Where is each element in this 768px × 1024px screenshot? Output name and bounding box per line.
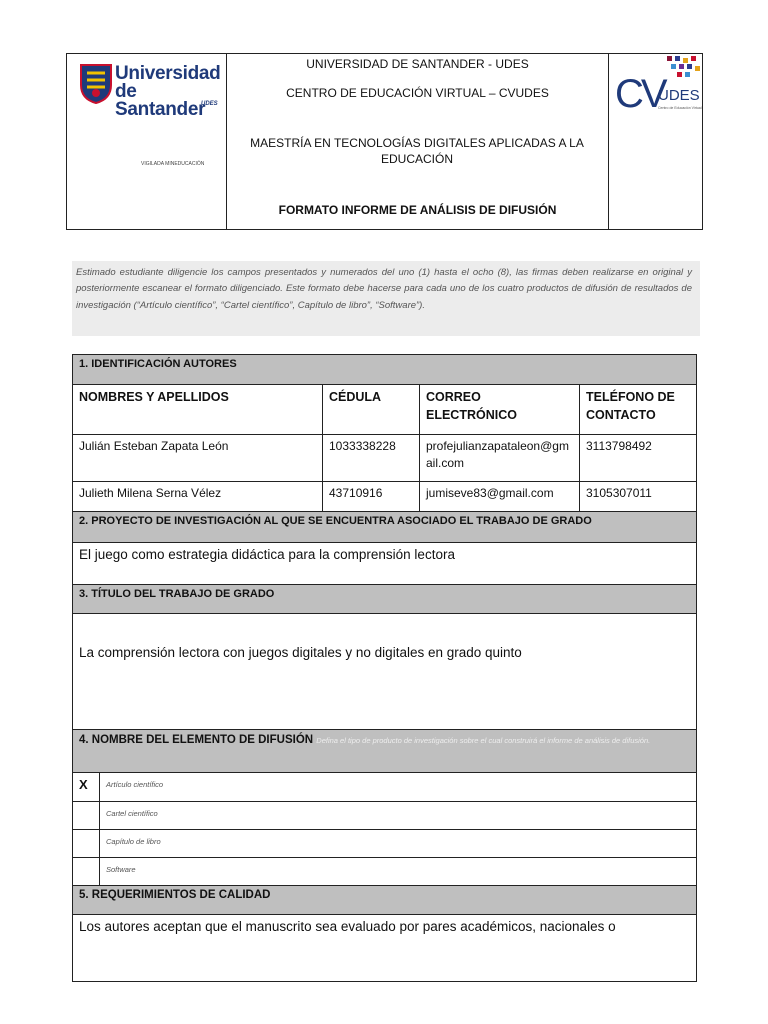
author-name[interactable]: Julieth Milena Serna Vélez bbox=[79, 486, 222, 500]
author-phone[interactable]: 3113798492 bbox=[579, 435, 697, 481]
option-label: Software bbox=[99, 858, 697, 885]
option-label: Artículo científico bbox=[99, 773, 697, 801]
column-header-phone: TELÉFONO DE CONTACTO bbox=[579, 385, 697, 434]
section-4-hint: Defina el tipo de producto de investigación sobre el cual construirá el informe de análisis de difusión. bbox=[316, 736, 651, 745]
cvudes-logo-udes: UDES bbox=[658, 87, 700, 104]
udes-shield-icon bbox=[79, 63, 113, 105]
instructions-text: Estimado estudiante diligencie los campos presentados y numerados del uno (1) hasta el ocho (8), las firmas deben realizarse en original y posteriormente escanear el formato diligenciado. Este formato debe hacerse para cada uno de los cuatro productos de difusión de resultados de investigación (“Artículo científico”, “Cartel científico”, Capítulo de libro”, “Software”). bbox=[72, 261, 700, 336]
author-id[interactable]: 1033338228 bbox=[322, 435, 419, 481]
program-name: MAESTRÍA EN TECNOLOGÍAS DIGITALES APLICADAS A LA EDUCACIÓN bbox=[250, 136, 584, 166]
section-2-header: 2. PROYECTO DE INVESTIGACIÓN AL QUE SE ENCUENTRA ASOCIADO EL TRABAJO DE GRADO bbox=[73, 512, 696, 543]
author-email[interactable]: jumiseve83@gmail.com bbox=[419, 482, 579, 511]
authors-column-headers bbox=[73, 385, 696, 435]
institution-name: UNIVERSIDAD DE SANTANDER - UDES bbox=[306, 57, 529, 71]
option-checkbox[interactable] bbox=[73, 830, 99, 857]
column-header-email: CORREO ELECTRÓNICO bbox=[419, 385, 579, 434]
udes-logo-cell bbox=[67, 54, 227, 229]
thesis-title-field[interactable]: La comprensión lectora con juegos digitales y no digitales en grado quinto bbox=[73, 614, 696, 730]
author-email[interactable]: profejulianzapataleon@gmail.com bbox=[419, 435, 579, 481]
udes-logo-tag: UDES bbox=[201, 101, 218, 107]
cvudes-logo-cv: CV bbox=[615, 72, 665, 116]
dissemination-option[interactable] bbox=[73, 858, 696, 886]
option-label: Cartel científico bbox=[99, 802, 697, 829]
form-table bbox=[72, 354, 697, 982]
cvudes-logo-cell bbox=[608, 54, 703, 229]
udes-logo-small-text: VIGILADA MINEDUCACIÓN bbox=[141, 161, 205, 167]
center-name: CENTRO DE EDUCACIÓN VIRTUAL – CVUDES bbox=[286, 86, 549, 100]
section-4-header: 4. NOMBRE DEL ELEMENTO DE DIFUSIÓN Defina el tipo de producto de investigación sobre el cual construirá el informe de análisis de difusión. bbox=[73, 730, 696, 773]
dissemination-option[interactable] bbox=[73, 773, 696, 802]
author-row bbox=[73, 482, 696, 512]
column-header-id: CÉDULA bbox=[322, 385, 419, 434]
option-checkbox[interactable] bbox=[73, 858, 99, 885]
section-1-header: 1. IDENTIFICACIÓN AUTORES bbox=[73, 355, 696, 385]
dissemination-option[interactable] bbox=[73, 802, 696, 830]
author-row bbox=[73, 435, 696, 482]
option-label: Capítulo de libro bbox=[99, 830, 697, 857]
author-name[interactable]: Julián Esteban Zapata León bbox=[79, 439, 229, 453]
author-id[interactable]: 43710916 bbox=[322, 482, 419, 511]
document-header bbox=[66, 53, 703, 230]
section-3-header: 3. TÍTULO DEL TRABAJO DE GRADO bbox=[73, 585, 696, 614]
dissemination-option[interactable] bbox=[73, 830, 696, 858]
section-5-header: 5. REQUERIMIENTOS DE CALIDAD bbox=[73, 886, 696, 915]
udes-logo-wordmark: Universidad de Santander bbox=[115, 63, 221, 120]
quality-requirements-field[interactable]: Los autores aceptan que el manuscrito sea evaluado por pares académicos, nacionales o bbox=[79, 919, 616, 934]
option-checkbox[interactable]: X bbox=[79, 777, 88, 792]
author-phone[interactable]: 3105307011 bbox=[579, 482, 697, 511]
form-title: FORMATO INFORME DE ANÁLISIS DE DIFUSIÓN bbox=[278, 203, 557, 217]
column-header-name: NOMBRES Y APELLIDOS bbox=[79, 390, 229, 404]
research-project-field[interactable]: El juego como estrategia didáctica para la comprensión lectora bbox=[73, 543, 696, 585]
cvudes-logo-small-text: Centro de Educación Virtual bbox=[658, 106, 702, 110]
option-checkbox[interactable] bbox=[73, 802, 99, 829]
